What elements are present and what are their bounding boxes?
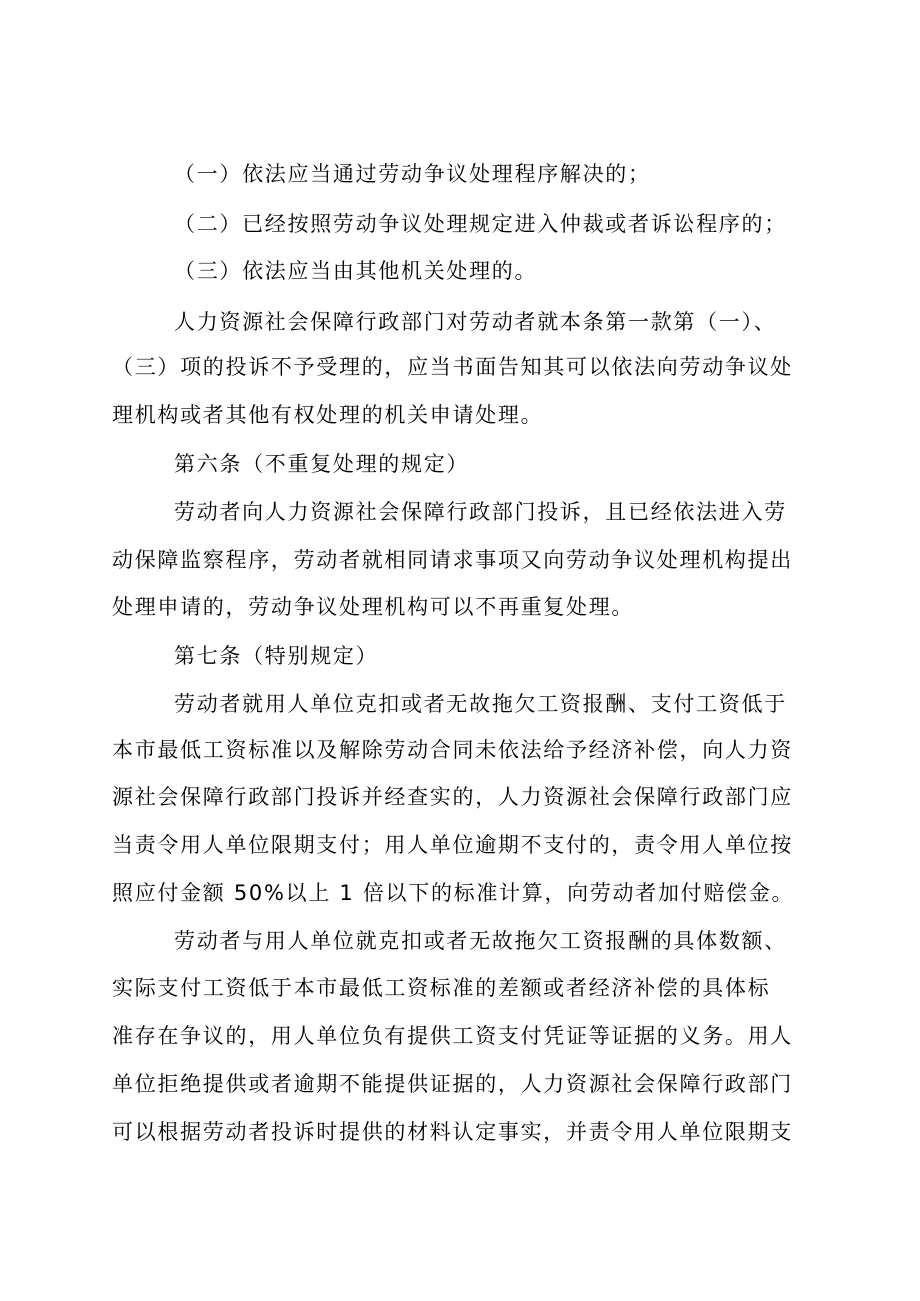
paragraph-line: 准存在争议的，用人单位负有提供工资支付凭证等证据的义务。用人 bbox=[112, 1024, 793, 1048]
paragraph-line: 单位拒绝提供或者逾期不能提供证据的，人力资源社会保障行政部门 bbox=[112, 1072, 793, 1096]
paragraph-line: 当责令用人单位限期支付；用人单位逾期不支付的，责令用人单位按 bbox=[112, 833, 793, 857]
paragraph-line: 处理申请的，劳动争议处理机构可以不再重复处理。 bbox=[112, 595, 635, 619]
paragraph-line: 可以根据劳动者投诉时提供的材料认定事实，并责令用人单位限期支 bbox=[112, 1120, 793, 1144]
article-heading-7: 第七条（特别规定） bbox=[174, 644, 379, 668]
paragraph-line: 照应付金额 50%以上 1 倍以下的标准计算，向劳动者加付赔偿金。 bbox=[112, 881, 795, 905]
list-item-3: （三）依法应当由其他机关处理的。 bbox=[174, 259, 538, 283]
paragraph-line: 劳动者与用人单位就克扣或者无故拖欠工资报酬的具体数额、 bbox=[174, 929, 787, 953]
list-item-1: （一）依法应当通过劳动争议处理程序解决的； bbox=[174, 162, 651, 186]
paragraph-line: 实际支付工资低于本市最低工资标准的差额或者经济补偿的具体标 bbox=[112, 976, 771, 1000]
article-heading-6: 第六条（不重复处理的规定） bbox=[174, 452, 470, 476]
paragraph-line: 人力资源社会保障行政部门对劳动者就本条第一款第（一）、 bbox=[174, 310, 777, 334]
paragraph-line: 动保障监察程序，劳动者就相同请求事项又向劳动争议处理机构提出 bbox=[112, 548, 793, 572]
paragraph-line: 源社会保障行政部门投诉并经查实的，人力资源社会保障行政部门应 bbox=[112, 785, 793, 809]
paragraph-line: 劳动者就用人单位克扣或者无故拖欠工资报酬、支付工资低于 bbox=[174, 692, 787, 716]
paragraph-line: 劳动者向人力资源社会保障行政部门投诉，且已经依法进入劳 bbox=[174, 500, 787, 524]
paragraph-line: （三）项的投诉不予受理的，应当书面告知其可以依法向劳动争议处 bbox=[112, 355, 793, 379]
paragraph-line: 理机构或者其他有权处理的机关申请处理。 bbox=[112, 403, 544, 427]
paragraph-line: 本市最低工资标准以及解除劳动合同未依法给予经济补偿，向人力资 bbox=[112, 738, 793, 762]
list-item-2: （二）已经按照劳动争议处理规定进入仲裁或者诉讼程序的； bbox=[174, 212, 787, 236]
